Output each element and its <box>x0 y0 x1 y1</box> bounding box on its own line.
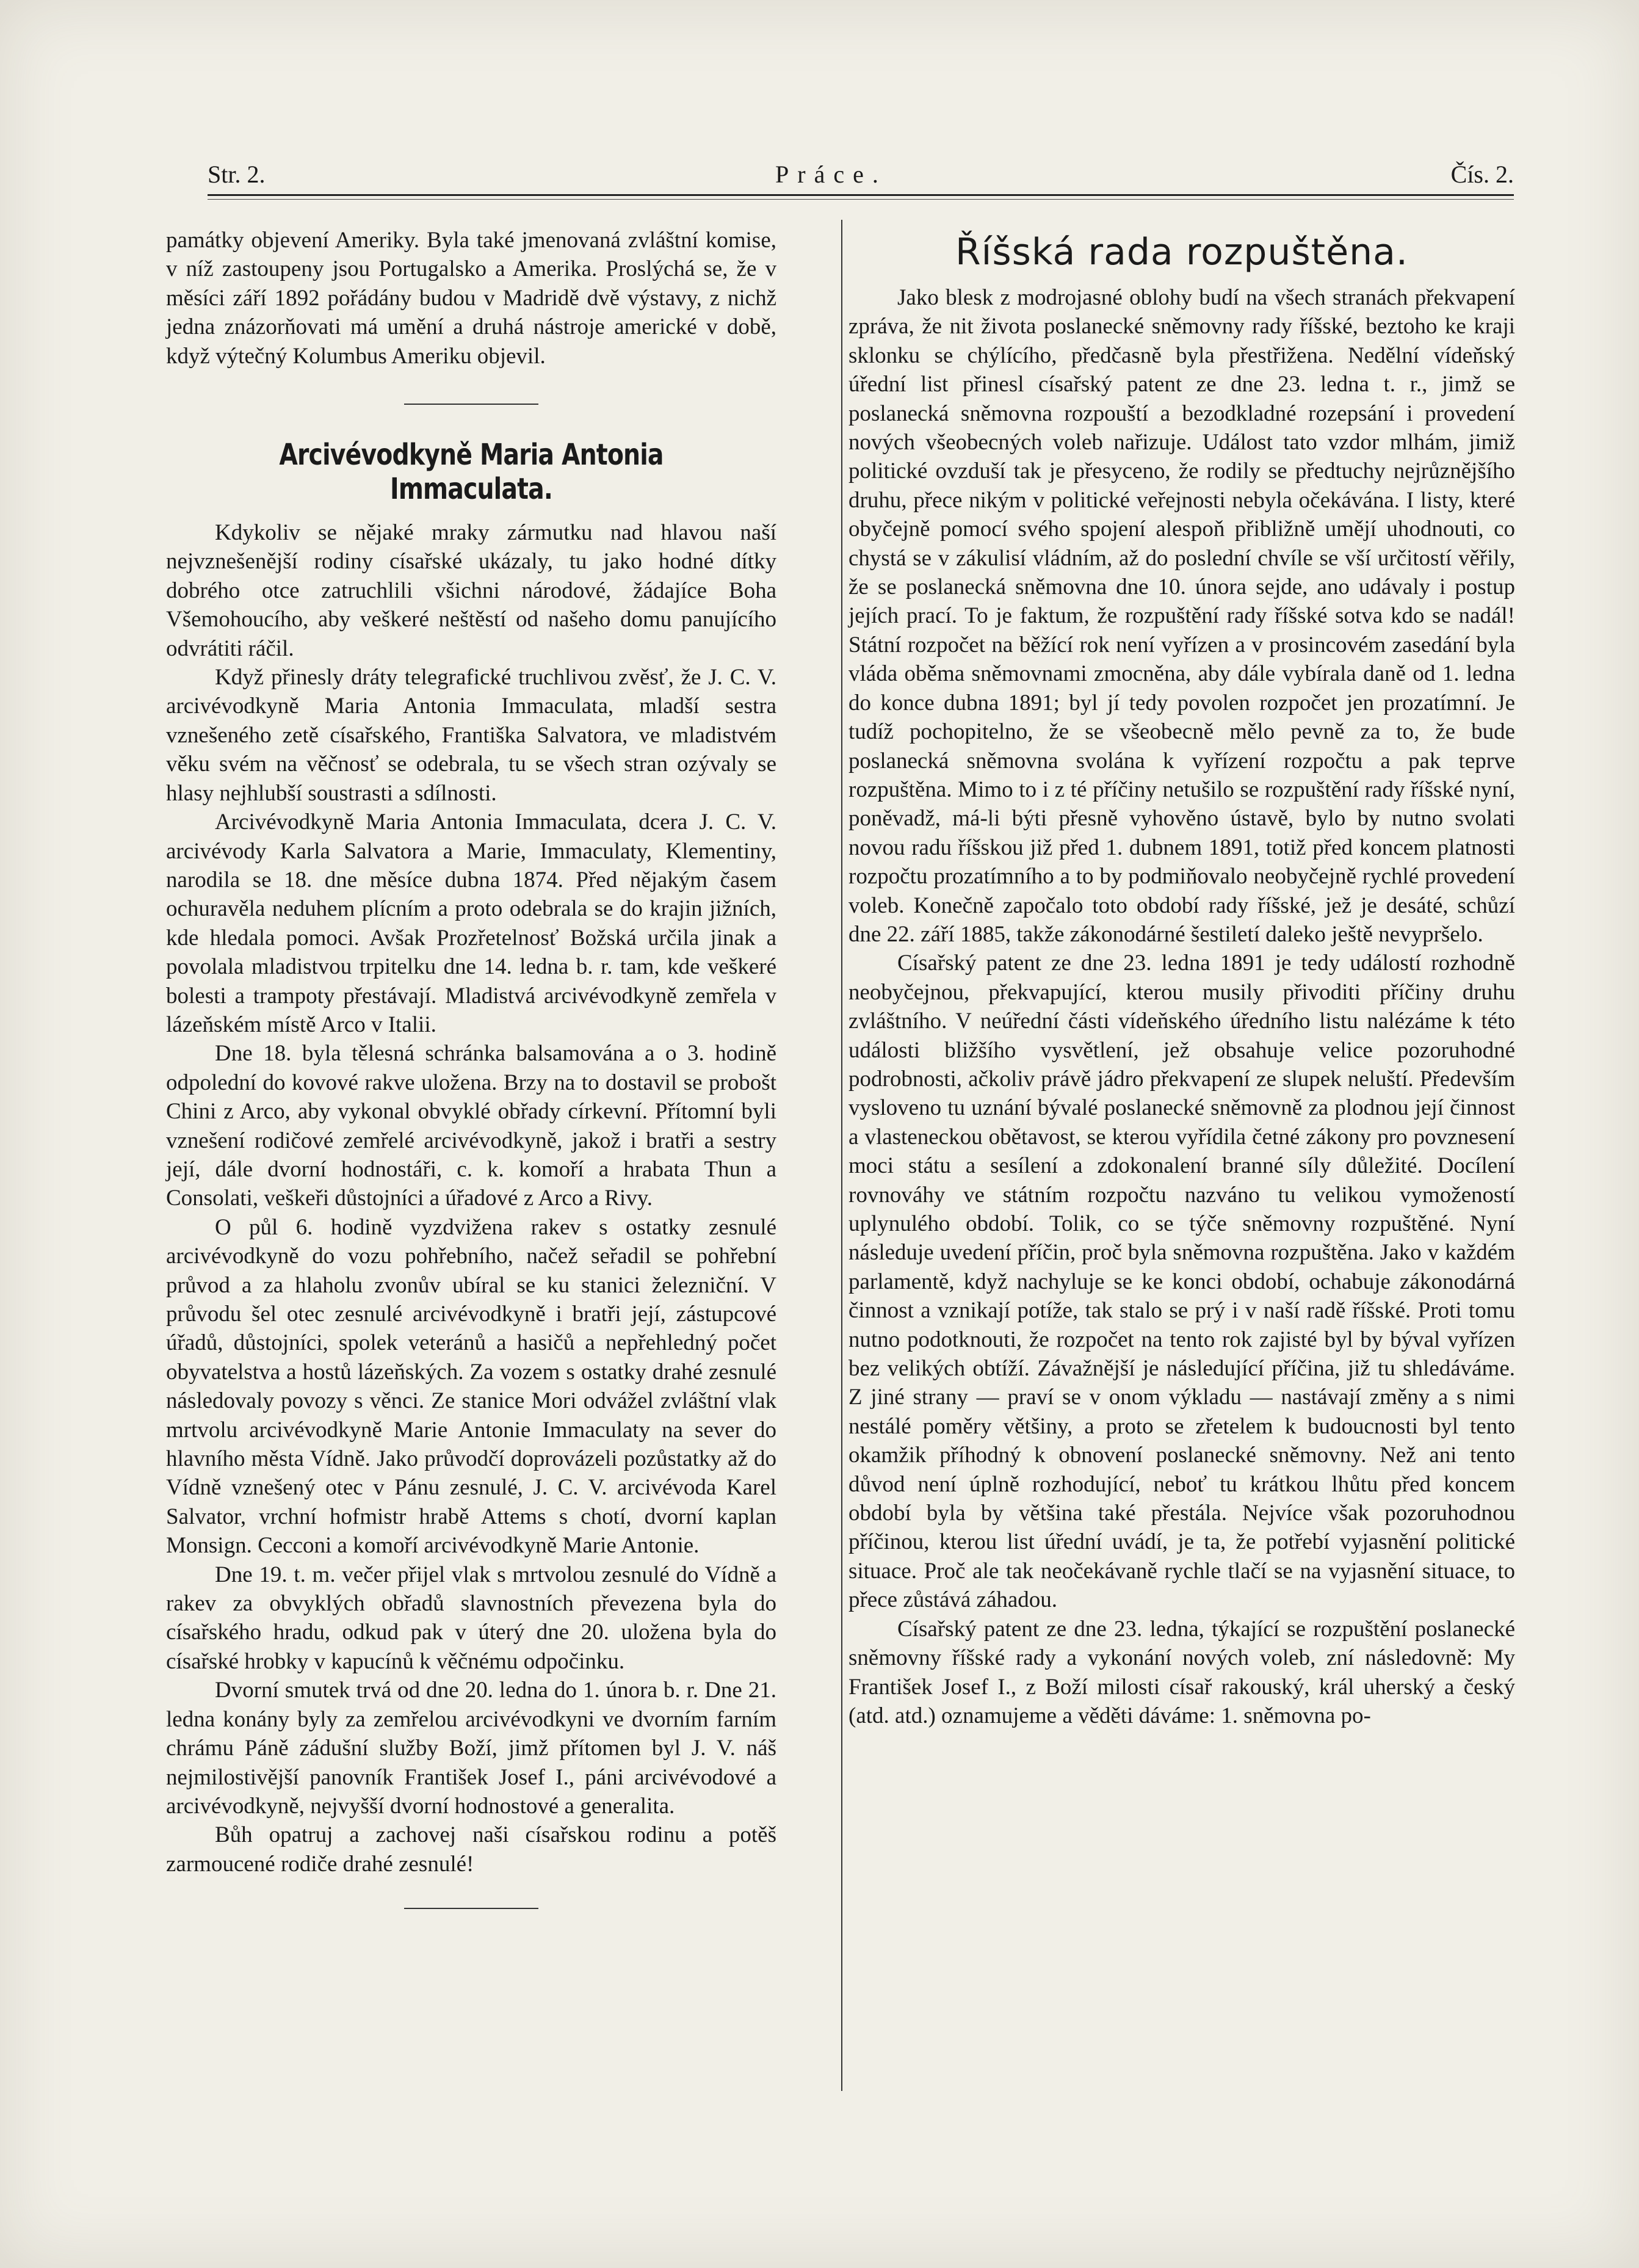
article-paragraph: Dvorní smutek trvá od dne 20. ledna do 1. února b. r. Dne 21. ledna konány byly za zemřelou arcivévodkyni ve dvorním farním chrámu Páně zádušní služby Boží, jimž přítomen byl J. V. náš nejmilostivější panovník František Josef I., páni arcivévodové a arcivévodkyně, nejvyšší dvorní hodnostové a generalita. <box>166 1678 776 1819</box>
page-header <box>208 160 1514 197</box>
article-paragraph: Jako blesk z modrojasné oblohy budí na všech stranách překvapení zpráva, že nit života poslanecké sněmovny rady říšské, beztoho ke kraji sklonku se chýlícího, předčasně byla přestřižena. Nedělní vídeňský úřední list přinesl císařský patent ze dne 23. ledna t. r., jimž se poslanecká sněmovna rozpouští a bezodkladné rozepsání i provedení nových všeobecných voleb nařizuje. Událost tato vzdor mlhám, jimiž politické ovzduší tak je přesyceno, že rodily se předtuchy nejrůznějšího druhu, přece nikým v politické veřejnosti nebyla očekávána. I listy, které obyčejně pomocí svého spojení alespoň přibližně umějí uhodnouti, co chystá se v zákulisí vládním, až do poslední chvíle se vší určitostí věřily, že se poslanecká sněmovna dne 10. února sejde, ano udávaly i postup jejích prací. To je faktum, že rozpuštění rady říšské sotva kdo se nadál! Státní rozpočet na běžící rok není vyřízen a v prosincovém zasedání byla vláda oběma sněmovnami zmocněna, aby dále vybírala daně od 1. ledna do konce dubna 1891; byl jí tedy povolen rozpočet jen prozatímní. Je tudíž pochopitelno, že se všeobecně mělo pevně za to, že bude poslanecká sněmovna svolána k vyřízení rozpočtu a pak teprve rozpuštěna. Mimo to i z té příčiny netušilo se rozpuštění rady říšské nyní, poněvadž, má-li býti přesně vyhověno ústavě, bylo by nutno svolati novou radu říšskou již před 1. dubnem 1891, totiž před koncem platnosti rozpočtu prozatímního a to by podmiňovalo neobyčejně rychlé provedení voleb. Konečně započalo toto období rady říšské, jež je desáté, schůzí dne 22. září 1885, takže zákonodárné šestiletí daleko ještě nevypršelo. <box>848 285 1515 947</box>
article-paragraph: O půl 6. hodině vyzdvižena rakev s ostatky zesnulé arcivévodkyně do vozu pohřebního, načež seřadil se pohřební průvod a za hlaholu zvonův ubíral se ku stanici železniční. V průvodu šel otec zesnulé arcivévodkyně i bratři její, zástupcové úřadů, důstojníci, spolek veteránů a hasičů a nepřehledný počet obyvatelstva a hostů lázeňských. Za vozem s ostatky drahé zesnulé následovaly povozy s věnci. Ze stanice Mori odvážel zvláštní vlak mrtvolu arcivévodkyně Marie Antonie Immaculaty na sever do hlavního města Vídně. Jako průvodčí doprovázeli pozůstatky až do Vídně vznešený otec v Pánu zesnulé, J. C. V. arcivévoda Karel Salvator, vrchní hofmistr hrabě Attems s chotí, dvorní kaplan Monsign. Cecconi a komoří arcivévodkyně Marie Antonie. <box>166 1214 776 1559</box>
section-separator <box>404 404 538 405</box>
article-paragraph: Arcivévodkyně Maria Antonia Immaculata, dcera J. C. V. arcivévody Karla Salvatora a Marie, Immaculaty, Klementiny, narodila se 18. dne měsíce dubna 1874. Před nějakým časem ochuravěla neduhem plícním a proto odebrala se do krajin jižních, kde hledala pomoci. Avšak Prozřetelnosť Božská určila jinak a povolala mladistvou trpitelku dne 14. ledna b. r. tam, kde veškeré bolesti a trampoty přestávají. Mladistvá arcivévodkyně zemřela v lázeňském místě Arco v Italii. <box>166 810 776 1037</box>
article-title-archduchess: Arcivévodkyně Maria Antonia Immaculata. <box>279 438 664 507</box>
article-paragraph: Kdykoliv se nějaké mraky zármutku nad hlavou naší nejvznešenější rodiny císařské ukázaly, tu jako hodné dítky dobrého otce zatruchlili všichni národové, žádajíce Boha Všemohoucího, aby veškeré neštěstí od našeho domu panujícího odvrátiti ráčil. <box>166 520 776 661</box>
column-divider <box>841 220 842 2091</box>
issue-number: Čís. 2. <box>1450 161 1514 188</box>
intro-paragraph: památky objevení Ameriky. Byla také jmenovaná zvláštní komise, v níž zastoupeny jsou Portugalsko a Amerika. Proslýchá se, že v měsíci září 1892 pořádány budou v Madridě dvě výstavy, z nichž jedna znázorňovati má umění a druhá nástroje americké v době, když výtečný Kolumbus Ameriku objevil. <box>166 228 776 369</box>
article-end-separator <box>404 1908 538 1909</box>
article-paragraph: Císařský patent ze dne 23. ledna, týkající se rozpuštění poslanecké sněmovny říšské rady a vykonání nových voleb, zní následovně: My František Josef I., z Boží milosti císař rakouský, král uherský a český (atd. atd.) oznamujeme a věděti dáváme: 1. sněmovna po- <box>848 1616 1515 1728</box>
article-paragraph: Bůh opatruj a zachovej naši císařskou rodinu a potěš zarmoucené rodiče drahé zesnulé! <box>166 1822 776 1877</box>
article-paragraph: Dne 18. byla tělesná schránka balsamována a o 3. hodině odpolední do kovové rakve uložena. Brzy na to dostavil se probošt Chini z Arco, aby vykonal obvyklé obřady církevní. Přítomní byli vznešení rodičové zemřelé arcivévodkyně, jakož i bratři a sestry její, dále dvorní hodnostáři, c. k. komoří a hrabata Thun a Consolati, veškeři důstojníci a úřadové z Arco a Rivy. <box>166 1041 776 1211</box>
right-column <box>848 226 1515 1730</box>
article-paragraph: Když přinesly dráty telegrafické truchlivou zvěsť, že J. C. V. arcivévodkyně Maria Antonia Immaculata, mladší sestra vznešeného zetě císařského, Františka Salvatora, ve mladistvém věku svém na věčnosť se odebrala, tu se všech stran ozývaly se hlasy nejhlubší soustrasti a sdílnosti. <box>166 665 776 806</box>
article-title-reichsrat: Říšská rada rozpuštěna. <box>955 231 1408 274</box>
header-rule <box>208 194 1514 196</box>
article-paragraph: Císařský patent ze dne 23. ledna 1891 je tedy událostí rozhodně neobyčejnou, překvapující, kterou musily přivoditi příčiny druhu zvláštního. V neúřední části vídeňského úředního listu nalézáme k této události bližšího vysvětlení, jež obsahuje velice pozoruhodné podrobnosti, ačkoliv právě jádro překvapení ze slupek neluští. Především vysloveno tu uznání bývalé poslanecké sněmovně za plodnou její činnost a vlasteneckou obětavost, se kterou vyřídila četné zákony pro povznesení moci státu a sesílení a zdokonalení branné síly důležité. Docílení rovnováhy ve státním rozpočtu nazváno tu velikou vymožeností uplynulého období. Tolik, co se týče sněmovny rozpuštěné. Nyní následuje uvedení příčin, proč byla sněmovna rozpuštěna. Jako v každém parlamentě, když nachyluje se ke konci období, ochabuje zákonodárná činnost a vznikají potíže, tak stalo se prý i v naší radě říšské. Proti tomu nutno podotknouti, že rozpočet na tento rok zajisté byl by býval vyřízen bez velikých obtíží. Závažnější je následující příčina, již tu shledáváme. Z jiné strany — praví se v onom výkladu — nastávají změny a s nimi nestálé poměry většiny, a proto se zřetelem k budoucnosti byl tento okamžik příhodný k obnovení poslanecké sněmovny. Než ani tento důvod není úplně rozhodující, neboť tu krátkou lhůtu před koncem období byla by většina také přestála. Nejvíce však pozoruhodnou příčinou, kterou list úřední uvádí, je ta, že potřebí vyjasnění politické situace. Proč ale tak neočekávaně rychle tlačí se na vyjasnění situace, to přece zůstává záhadou. <box>848 951 1515 1613</box>
page-number: Str. 2. <box>208 161 266 188</box>
article-paragraph: Dne 19. t. m. večer přijel vlak s mrtvolou zesnulé do Vídně a rakev za obvyklých obřadů slavnostních převezena byla do císařského hradu, odkud pak v úterý dne 20. uložena byla do císařské hrobky v kapucínů k věčnému odpočinku. <box>166 1562 776 1674</box>
header-rule-thin <box>208 199 1514 200</box>
newspaper-title: Práce. <box>775 161 887 188</box>
left-column <box>166 226 776 1942</box>
